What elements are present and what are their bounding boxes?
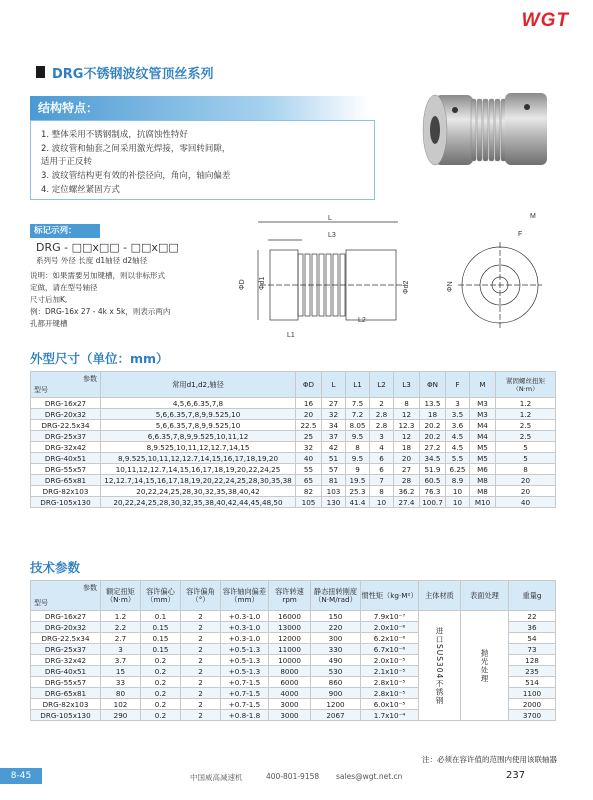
dim-label-N: ΦN bbox=[447, 281, 454, 292]
table-cell: DRG-22.5x34 bbox=[31, 420, 101, 431]
table-cell: 5 bbox=[496, 453, 556, 464]
table-cell: 20,22,24,25,28,30,32,35,38,40,42 bbox=[101, 486, 296, 497]
table-cell: 2.8 bbox=[370, 420, 394, 431]
technical-drawing bbox=[230, 212, 570, 352]
marking-header: 标记示列： bbox=[30, 224, 100, 238]
table-cell: 10 bbox=[370, 497, 394, 508]
technical-title: 技术参数 bbox=[30, 560, 81, 575]
table-cell: 32 bbox=[322, 409, 346, 420]
table-cell: 0.2 bbox=[141, 699, 181, 710]
table-cell: 6.25 bbox=[446, 464, 470, 475]
table-cell: 10000 bbox=[269, 655, 311, 666]
table-cell: 1.2 bbox=[496, 409, 556, 420]
table-cell: 16000 bbox=[269, 611, 311, 622]
table-cell: DRG-20x32 bbox=[31, 409, 101, 420]
table-cell: 2.2 bbox=[101, 622, 141, 633]
table-cell: M3 bbox=[470, 409, 496, 420]
table-cell: DRG-40x51 bbox=[31, 453, 101, 464]
table-cell: M5 bbox=[470, 453, 496, 464]
table-row bbox=[31, 453, 556, 464]
table-cell: DRG-22.5x34 bbox=[31, 633, 101, 644]
table-cell: 6000 bbox=[269, 677, 311, 688]
table-cell: 530 bbox=[311, 666, 361, 677]
table-cell: +0.8-1.8 bbox=[221, 710, 269, 721]
table-cell: 3.6 bbox=[446, 420, 470, 431]
table-row bbox=[31, 611, 556, 622]
table-cell: 2.8 bbox=[370, 409, 394, 420]
table-cell: 12,12.7,14,15,16,17,18,19,20,22,24,25,28,30,35,38 bbox=[101, 475, 296, 486]
table-cell: 105 bbox=[296, 497, 322, 508]
footer-phone: 400-801-9158 bbox=[266, 772, 320, 781]
header-diagonal: 参数 型号 bbox=[31, 581, 101, 611]
table-cell: DRG-55x57 bbox=[31, 464, 101, 475]
table-cell: 65 bbox=[296, 475, 322, 486]
table-row bbox=[31, 497, 556, 508]
table-cell: M8 bbox=[470, 475, 496, 486]
col-header: 紧固螺丝扭矩（N·m） bbox=[496, 372, 556, 398]
table-cell: DRG-20x32 bbox=[31, 622, 101, 633]
table-cell: M6 bbox=[470, 464, 496, 475]
table-cell: M8 bbox=[470, 486, 496, 497]
table-cell: 0.2 bbox=[141, 677, 181, 688]
table-cell: 2.8x10⁻⁵ bbox=[361, 688, 419, 699]
col-header: ΦN bbox=[420, 372, 446, 398]
table-cell: 6.7x10⁻⁶ bbox=[361, 644, 419, 655]
table-cell: 51.9 bbox=[420, 464, 446, 475]
table-cell: DRG-32x42 bbox=[31, 655, 101, 666]
table-cell: 8 bbox=[394, 398, 420, 409]
table-cell: 235 bbox=[509, 666, 556, 677]
table-cell: 9 bbox=[346, 464, 370, 475]
table-cell: 9.5 bbox=[346, 431, 370, 442]
page-number-right: 237 bbox=[506, 770, 526, 781]
table-cell: 34.5 bbox=[420, 453, 446, 464]
col-header: 常用d1,d2,轴径 bbox=[101, 372, 296, 398]
table-cell: 2 bbox=[181, 644, 221, 655]
table-cell: 82 bbox=[296, 486, 322, 497]
table-cell: 18 bbox=[420, 409, 446, 420]
table-cell: 3 bbox=[101, 644, 141, 655]
table-cell: 7.5 bbox=[346, 398, 370, 409]
table-row bbox=[31, 431, 556, 442]
header-diagonal: 参数 型号 bbox=[31, 372, 101, 398]
features-box bbox=[30, 120, 375, 200]
table-cell: 7.9x10⁻⁷ bbox=[361, 611, 419, 622]
table-cell: 8 bbox=[496, 464, 556, 475]
table-cell: 36.2 bbox=[394, 486, 420, 497]
table-cell: 0.15 bbox=[141, 633, 181, 644]
feature-item: 2. 波纹管和轴套之间采用激光焊接，零回转间隙， bbox=[41, 144, 231, 154]
dim-label-L1: L1 bbox=[287, 332, 295, 339]
table-cell: 40 bbox=[496, 497, 556, 508]
feature-item: 1. 整体采用不锈钢制成，抗腐蚀性特好 bbox=[41, 130, 188, 140]
table-cell: 10 bbox=[446, 486, 470, 497]
table-cell: 0.15 bbox=[141, 622, 181, 633]
table-cell: +0.7-1.5 bbox=[221, 688, 269, 699]
table-cell: 20,22,24,25,28,30,32,35,38,40,42,44,45,48,50 bbox=[101, 497, 296, 508]
table-cell: 100.7 bbox=[420, 497, 446, 508]
top-bar bbox=[0, 0, 593, 40]
table-row bbox=[31, 420, 556, 431]
table-cell: 2.0x10⁻⁵ bbox=[361, 655, 419, 666]
table-cell: 73 bbox=[509, 644, 556, 655]
table-cell: 32 bbox=[296, 442, 322, 453]
table-cell: 5,6,6.35,7,8,9,9.525,10 bbox=[101, 420, 296, 431]
table-cell: 102 bbox=[101, 699, 141, 710]
col-header: 容许偏角（°） bbox=[181, 581, 221, 611]
table-cell: +0.5-1.3 bbox=[221, 655, 269, 666]
table-cell: 20 bbox=[496, 475, 556, 486]
table-cell: 10,11,12,12.7,14,15,16,17,18,19,20,22,24,25 bbox=[101, 464, 296, 475]
col-header: L1 bbox=[346, 372, 370, 398]
material-text: 进口SUS304不锈钢 bbox=[435, 626, 444, 705]
table-cell: 13000 bbox=[269, 622, 311, 633]
table-cell: 40 bbox=[296, 453, 322, 464]
table-cell: 220 bbox=[311, 622, 361, 633]
table-cell: 27.2 bbox=[420, 442, 446, 453]
table-row bbox=[31, 475, 556, 486]
table-cell: +0.7-1.5 bbox=[221, 699, 269, 710]
footer-email: sales@wgt.net.cn bbox=[336, 772, 403, 781]
table-cell: 1200 bbox=[311, 699, 361, 710]
table-cell: DRG-55x57 bbox=[31, 677, 101, 688]
table-cell: 2 bbox=[181, 633, 221, 644]
table-cell: M10 bbox=[470, 497, 496, 508]
table-cell: 3000 bbox=[269, 710, 311, 721]
table-cell: 514 bbox=[509, 677, 556, 688]
table-cell: 54 bbox=[509, 633, 556, 644]
dim-label-d1: Φd1 bbox=[259, 276, 266, 290]
table-cell: 60.5 bbox=[420, 475, 446, 486]
table-cell: 3000 bbox=[269, 699, 311, 710]
table-cell: 0.15 bbox=[141, 644, 181, 655]
table-cell: 4 bbox=[370, 442, 394, 453]
table-cell: 2 bbox=[181, 622, 221, 633]
col-header: M bbox=[470, 372, 496, 398]
table-cell: 2 bbox=[370, 398, 394, 409]
table-cell: +0.5-1.3 bbox=[221, 644, 269, 655]
table-cell: 490 bbox=[311, 655, 361, 666]
table-cell: 11000 bbox=[269, 644, 311, 655]
table-cell: 8,9.525,10,11,12,12.7,14,15 bbox=[101, 442, 296, 453]
model-code-labels: 系列号 外径 长度 d1轴径 d2轴径 bbox=[36, 256, 148, 265]
table-cell: 10 bbox=[446, 497, 470, 508]
table-cell: 28 bbox=[394, 475, 420, 486]
table-cell: DRG-105x130 bbox=[31, 710, 101, 721]
table-cell: DRG-65x81 bbox=[31, 475, 101, 486]
dim-label-F: F bbox=[518, 231, 523, 238]
table-cell: +0.3-1.0 bbox=[221, 622, 269, 633]
table-cell: DRG-32x42 bbox=[31, 442, 101, 453]
table-cell: 18 bbox=[394, 442, 420, 453]
table-cell: 2.8x10⁻⁵ bbox=[361, 677, 419, 688]
table-cell: DRG-25x37 bbox=[31, 644, 101, 655]
table-cell: 20 bbox=[394, 453, 420, 464]
col-header: L bbox=[322, 372, 346, 398]
table-cell: 12 bbox=[394, 409, 420, 420]
table-cell: 36 bbox=[509, 622, 556, 633]
table-cell: 81 bbox=[322, 475, 346, 486]
table-row bbox=[31, 409, 556, 420]
table-cell: 2 bbox=[181, 677, 221, 688]
table-cell: 8.9 bbox=[446, 475, 470, 486]
table-cell: 27.4 bbox=[394, 497, 420, 508]
features-header bbox=[30, 96, 370, 120]
col-header: 额定扭矩（N·m） bbox=[101, 581, 141, 611]
marking-note: 定做，请在型号轴径 bbox=[30, 283, 98, 292]
table-cell: 8,9.525,10,11,12,12.7,14,15,16,17,18,19,20 bbox=[101, 453, 296, 464]
title-marker bbox=[36, 66, 45, 78]
table-cell: 3.7 bbox=[101, 655, 141, 666]
table-cell: 33 bbox=[101, 677, 141, 688]
dimensions-table bbox=[30, 371, 556, 508]
table-cell: 57 bbox=[322, 464, 346, 475]
table-cell: 6,6.35,7,8,9,9.525,10,11,12 bbox=[101, 431, 296, 442]
technical-table bbox=[30, 580, 556, 721]
table-cell: 0.2 bbox=[141, 666, 181, 677]
technical-note: 注：必须在容许值的范围内使用该联轴器 bbox=[422, 755, 557, 764]
table-cell: 6 bbox=[370, 464, 394, 475]
table-cell: 42 bbox=[322, 442, 346, 453]
coupling-photo bbox=[405, 75, 565, 180]
table-cell: DRG-82x103 bbox=[31, 699, 101, 710]
table-cell: DRG-65x81 bbox=[31, 688, 101, 699]
table-cell: 2.0x10⁻⁶ bbox=[361, 622, 419, 633]
col-header: L3 bbox=[394, 372, 420, 398]
table-cell: 12000 bbox=[269, 633, 311, 644]
dimensions-title: 外型尺寸（单位：mm） bbox=[30, 351, 169, 366]
table-cell: 15 bbox=[101, 666, 141, 677]
table-cell: 2.7 bbox=[101, 633, 141, 644]
table-cell: 12.3 bbox=[394, 420, 420, 431]
table-cell: 25.3 bbox=[346, 486, 370, 497]
table-cell: M3 bbox=[470, 398, 496, 409]
col-header: 主体材质 bbox=[419, 581, 461, 611]
table-cell: 300 bbox=[311, 633, 361, 644]
table-cell: 16 bbox=[296, 398, 322, 409]
col-header: 静态扭转刚度（N·M/rad） bbox=[311, 581, 361, 611]
table-cell: 4,5,6,6.35,7,8 bbox=[101, 398, 296, 409]
table-cell: 3.5 bbox=[446, 409, 470, 420]
table-cell: 1.2 bbox=[101, 611, 141, 622]
col-header: ΦD bbox=[296, 372, 322, 398]
table-cell: 25 bbox=[296, 431, 322, 442]
surface-text: 抛光处理 bbox=[480, 648, 489, 683]
table-cell: 2 bbox=[181, 699, 221, 710]
table-cell: 41.4 bbox=[346, 497, 370, 508]
table-cell: 34 bbox=[322, 420, 346, 431]
table-cell: 0.2 bbox=[141, 710, 181, 721]
dim-label-L2: L2 bbox=[358, 317, 366, 324]
table-cell: 6.0x10⁻⁵ bbox=[361, 699, 419, 710]
table-cell: 128 bbox=[509, 655, 556, 666]
features-header-text: 结构特点： bbox=[38, 101, 99, 115]
table-cell: 0.1 bbox=[141, 611, 181, 622]
table-row bbox=[31, 442, 556, 453]
table-cell: 20 bbox=[296, 409, 322, 420]
table-cell: 20.2 bbox=[420, 431, 446, 442]
table-cell: M4 bbox=[470, 420, 496, 431]
feature-item: 3. 波纹管结构更有效的补偿径向，角向，轴向偏差 bbox=[41, 171, 231, 181]
table-cell: 3700 bbox=[509, 710, 556, 721]
table-cell: 4.5 bbox=[446, 442, 470, 453]
table-cell: DRG-16x27 bbox=[31, 398, 101, 409]
table-row bbox=[31, 486, 556, 497]
table-cell: 4.5 bbox=[446, 431, 470, 442]
table-cell: 51 bbox=[322, 453, 346, 464]
table-cell: 37 bbox=[322, 431, 346, 442]
table-cell: 103 bbox=[322, 486, 346, 497]
marking-note: 尺寸后加K, bbox=[30, 295, 68, 304]
table-cell: 8 bbox=[370, 486, 394, 497]
page-number-left: 8-45 bbox=[0, 768, 42, 784]
table-cell: +0.7-1.5 bbox=[221, 677, 269, 688]
col-header: 容许轴向偏差（mm） bbox=[221, 581, 269, 611]
table-cell: 3 bbox=[370, 431, 394, 442]
table-cell: 2.1x10⁻⁵ bbox=[361, 666, 419, 677]
marking-note: 孔都开键槽 bbox=[30, 319, 68, 328]
table-cell: DRG-25x37 bbox=[31, 431, 101, 442]
col-header: F bbox=[446, 372, 470, 398]
col-header: 容许偏心（mm） bbox=[141, 581, 181, 611]
table-cell: 76.3 bbox=[420, 486, 446, 497]
table-cell: 8000 bbox=[269, 666, 311, 677]
table-cell: 22.5 bbox=[296, 420, 322, 431]
table-cell: M5 bbox=[470, 442, 496, 453]
table-cell: 2 bbox=[181, 710, 221, 721]
surface-cell bbox=[461, 611, 509, 721]
col-header: 惯性矩（kg·M²） bbox=[361, 581, 419, 611]
table-cell: 13.5 bbox=[420, 398, 446, 409]
table-cell: 1.2 bbox=[496, 398, 556, 409]
table-cell: 0.2 bbox=[141, 688, 181, 699]
table-cell: 1100 bbox=[509, 688, 556, 699]
table-cell: 900 bbox=[311, 688, 361, 699]
material-cell bbox=[419, 611, 461, 721]
footer-company: 中国威高减速机 bbox=[190, 773, 243, 782]
marking-note: 例：DRG-16x 27 - 4k x 5k，则表示两内 bbox=[30, 307, 171, 316]
table-cell: 3 bbox=[446, 398, 470, 409]
table-cell: M4 bbox=[470, 431, 496, 442]
table-cell: DRG-105x130 bbox=[31, 497, 101, 508]
table-cell: 8.05 bbox=[346, 420, 370, 431]
col-header: 容许转速rpm bbox=[269, 581, 311, 611]
table-cell: 55 bbox=[296, 464, 322, 475]
table-cell: 2 bbox=[181, 611, 221, 622]
table-cell: 19.5 bbox=[346, 475, 370, 486]
table-cell: 2067 bbox=[311, 710, 361, 721]
table-cell: 2000 bbox=[509, 699, 556, 710]
table-cell: +0.3-1.0 bbox=[221, 611, 269, 622]
table-cell: 2.5 bbox=[496, 431, 556, 442]
table-cell: 150 bbox=[311, 611, 361, 622]
table-cell: 5 bbox=[496, 442, 556, 453]
table-cell: DRG-82x103 bbox=[31, 486, 101, 497]
table-cell: 5,6,6.35,7,8,9,9.525,10 bbox=[101, 409, 296, 420]
marking-note: 说明：如果需要另加键槽，则以非标形式 bbox=[30, 271, 165, 280]
table-cell: 2.5 bbox=[496, 420, 556, 431]
dim-label-L: L bbox=[328, 215, 332, 222]
col-header: 表面处理 bbox=[461, 581, 509, 611]
table-cell: 290 bbox=[101, 710, 141, 721]
table-cell: 7 bbox=[370, 475, 394, 486]
table-cell: 22 bbox=[509, 611, 556, 622]
table-row bbox=[31, 398, 556, 409]
table-cell: 5.5 bbox=[446, 453, 470, 464]
table-cell: 330 bbox=[311, 644, 361, 655]
table-cell: 4000 bbox=[269, 688, 311, 699]
table-cell: 20 bbox=[496, 486, 556, 497]
table-cell: 2 bbox=[181, 688, 221, 699]
table-cell: 2 bbox=[181, 655, 221, 666]
table-cell: +0.5-1.3 bbox=[221, 666, 269, 677]
table-cell: 6 bbox=[370, 453, 394, 464]
model-code: DRG - □□x□□ - □□x□□ bbox=[36, 241, 179, 254]
table-cell: 12 bbox=[394, 431, 420, 442]
brand-logo: WGT bbox=[521, 10, 569, 31]
table-cell: 80 bbox=[101, 688, 141, 699]
table-cell: 6.2x10⁻⁶ bbox=[361, 633, 419, 644]
table-cell: +0.3-1.0 bbox=[221, 633, 269, 644]
dim-label-L3: L3 bbox=[328, 232, 336, 239]
dim-label-M: M bbox=[530, 213, 536, 220]
table-cell: 27 bbox=[394, 464, 420, 475]
table-cell: 860 bbox=[311, 677, 361, 688]
table-cell: DRG-40x51 bbox=[31, 666, 101, 677]
feature-item: 适用于正反转 bbox=[41, 157, 93, 167]
table-row bbox=[31, 464, 556, 475]
dim-label-d2: Φd2 bbox=[403, 280, 410, 294]
table-cell: 27 bbox=[322, 398, 346, 409]
table-cell: DRG-16x27 bbox=[31, 611, 101, 622]
table-cell: 130 bbox=[322, 497, 346, 508]
table-cell: 8 bbox=[346, 442, 370, 453]
table-cell: 0.2 bbox=[141, 655, 181, 666]
table-cell: 1.7x10⁻⁴ bbox=[361, 710, 419, 721]
col-header: L2 bbox=[370, 372, 394, 398]
feature-item: 4. 定位螺丝紧固方式 bbox=[41, 185, 120, 195]
table-cell: 7.2 bbox=[346, 409, 370, 420]
table-cell: 2 bbox=[181, 666, 221, 677]
table-cell: 9.5 bbox=[346, 453, 370, 464]
dim-label-D: ΦD bbox=[239, 279, 246, 290]
page-title: DRG不锈钢波纹管顶丝系列 bbox=[52, 67, 214, 82]
table-cell: 20.2 bbox=[420, 420, 446, 431]
col-header: 重量g bbox=[509, 581, 556, 611]
